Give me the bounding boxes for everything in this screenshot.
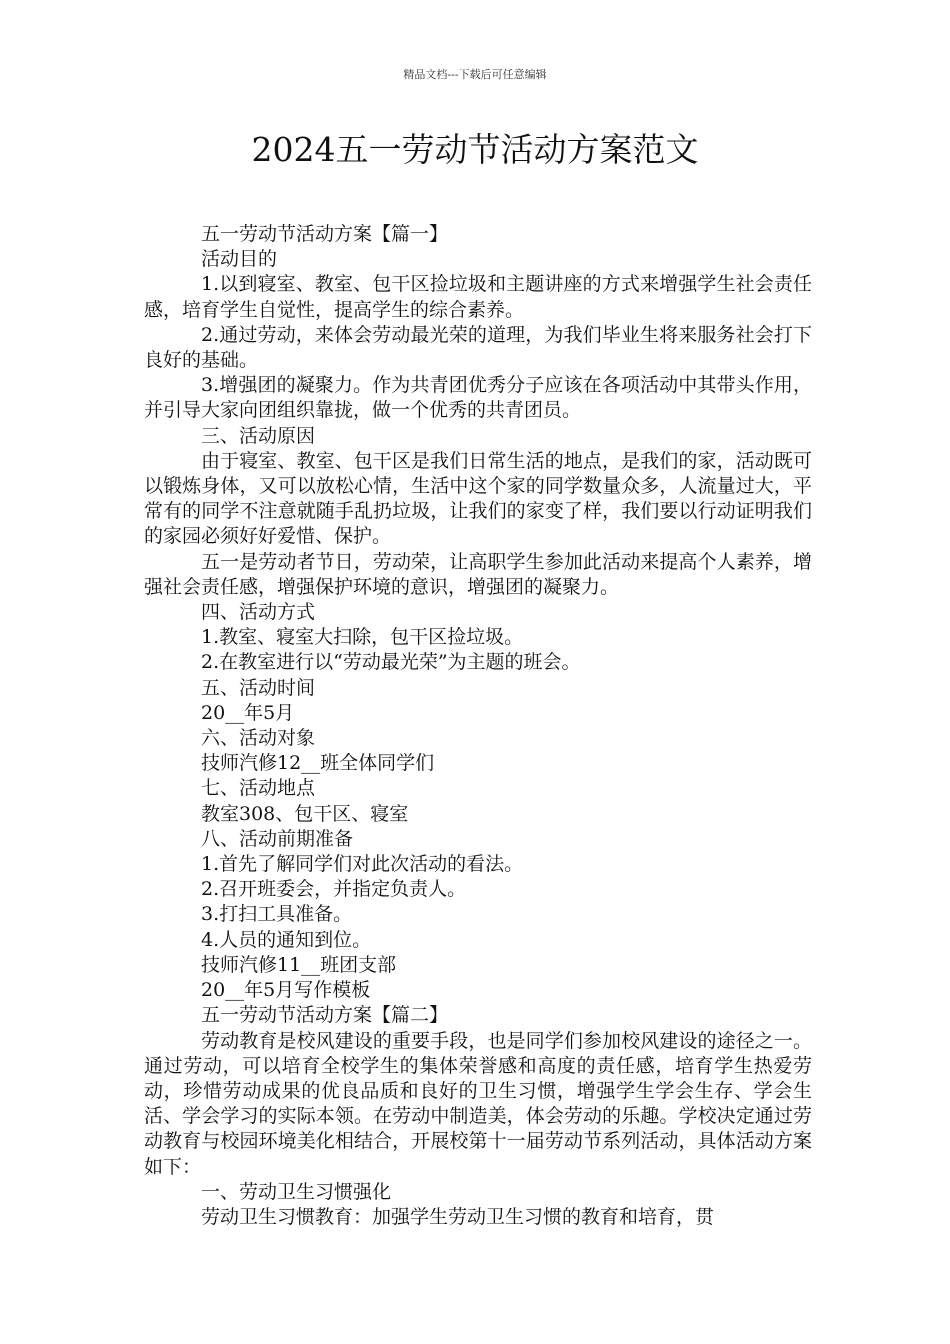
subheading: 活动目的 [201,248,278,271]
subheading: 一、劳动卫生习惯强化 [201,1180,392,1203]
subheading: 六、活动对象 [201,727,316,750]
paragraph: 五一是劳动者节日，劳动荣，让高职学生参加此活动来提高个人素养，增强社会责任感，增强保护环境的意识，增强团的凝聚力。 [144,550,812,598]
document-body [144,222,812,1230]
document-title: 2024五一劳动节活动方案范文 [251,130,699,169]
paragraph: 技师汽修11__班团支部 [201,953,397,976]
paragraph: 技师汽修12__班全体同学们 [201,752,435,775]
subheading: 七、活动地点 [201,777,316,800]
paragraph: 3.增强团的凝聚力。作为共青团优秀分子应该在各项活动中其带头作用，并引导大家向团组织靠拢，做一个优秀的共青团员。 [144,374,812,422]
paragraph: 3.打扫工具准备。 [201,903,353,926]
paragraph: 2.召开班委会，并指定负责人。 [201,878,467,901]
paragraph: 劳动教育是校风建设的重要手段，也是同学们参加校风建设的途径之一。通过劳动，可以培育全校学生的集体荣誉感和高度的责任感，培育学生热爱劳动，珍惜劳动成果的优良品质和良好的卫生习惯，增强学生学会生存、学会生活、学会学习的实际本领。在劳动中制造美，体会劳动的乐趣。学校决定通过劳动教育与校园环境美化相结合，开展校第十一届劳动节系列活动，具体活动方案如下： [144,1029,812,1178]
paragraph: 2.在教室进行以“劳动最光荣”为主题的班会。 [201,651,581,674]
paragraph: 由于寝室、教室、包干区是我们日常生活的地点，是我们的家，活动既可以锻炼身体，又可以放松心情，生活中这个家的同学数量众多，人流量过大，平常有的同学不注意就随手乱扔垃圾，让我们的家变了样，我们要以行动证明我们的家园必须好好爱惜、保护。 [144,449,812,548]
paragraph: 1.首先了解同学们对此次活动的看法。 [201,853,524,876]
paragraph: 1.以到寝室、教室、包干区捡垃圾和主题讲座的方式来增强学生社会责任感，培育学生自觉性，提高学生的综合素养。 [144,273,812,321]
paragraph: 1.教室、寝室大扫除，包干区捡垃圾。 [201,626,524,649]
section-heading: 五一劳动节活动方案【篇一】 [201,223,449,245]
subheading: 四、活动方式 [201,601,316,624]
section-heading: 五一劳动节活动方案【篇二】 [201,1004,449,1027]
paragraph: 4.人员的通知到位。 [201,928,372,951]
header-note: 精品文档---下载后可任意编辑 [403,68,547,81]
paragraph: 20__年5月 [201,701,295,724]
subheading: 八、活动前期准备 [201,827,354,850]
paragraph: 2.通过劳动，来体会劳动最光荣的道理，为我们毕业生将来服务社会打下良好的基础。 [144,323,812,372]
paragraph: 劳动卫生习惯教育：加强学生劳动卫生习惯的教育和培育，贯 [201,1205,715,1228]
subheading: 五、活动时间 [201,676,316,699]
paragraph: 教室308、包干区、寝室 [201,802,409,825]
paragraph: 20__年5月写作模板 [201,979,371,1002]
subheading: 三、活动原因 [201,424,316,447]
